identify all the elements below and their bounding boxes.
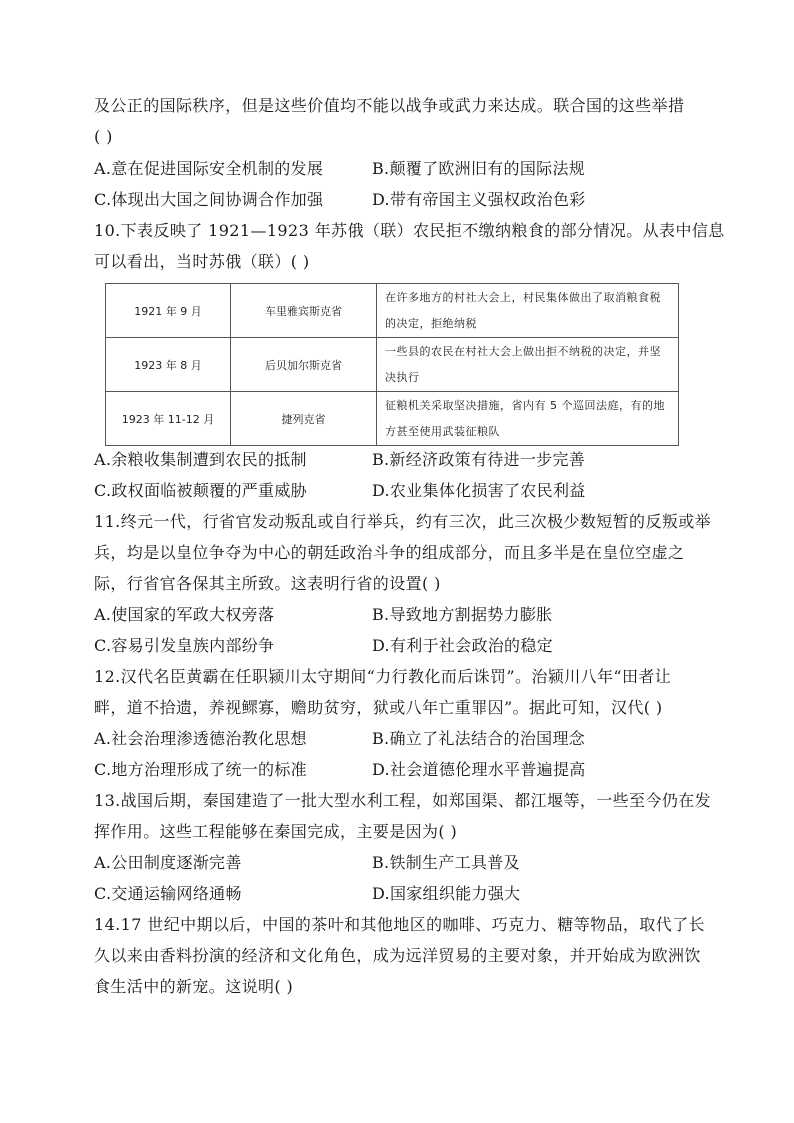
q12-option-b: B.确立了礼法结合的治国理念 [372,729,586,748]
q13-option-b: B.铁制生产工具普及 [372,853,520,872]
q13-option-c: C.交通运输网络通畅 [94,884,242,903]
q9-option-a: A.意在促进国际安全机制的发展 [94,159,324,178]
q12-stem-line1: 12.汉代名臣黄霸在任职颍川太守期间“力行教化而后诛罚”。治颍川八年“田者让 [94,667,672,686]
q10-option-c: C.政权面临被颠覆的严重威胁 [94,481,307,500]
q13-stem-line1: 13.战国后期，秦国建造了一批大型水利工程，如郑国渠、都江堰等，一些至今仍在发 [94,791,712,810]
q9-option-c: C.体现出大国之间协调合作加强 [94,190,324,209]
q14-stem-line2: 久以来由香料扮演的经济和文化角色，成为远洋贸易的主要对象，并开始成为欧洲饮 [94,946,701,965]
q11-option-a: A.使国家的军政大权旁落 [94,605,275,624]
q9-option-b: B.颠覆了欧洲旧有的国际法规 [372,159,586,178]
table-cell-place: 后贝加尔斯克省 [231,338,377,392]
table-cell-date: 1923 年 8 月 [106,338,231,392]
table-cell-event: 征粮机关采取坚决措施，省内有 5 个巡回法庭，有的地方甚至使用武装征粮队 [377,392,679,446]
q10-option-a: A.余粮收集制遭到农民的抵制 [94,450,307,469]
q9-stem-line1: 及公正的国际秩序，但是这些价值均不能以战争或武力来达成。联合国的这些举措 [94,96,685,115]
q10-stem-line2: 可以看出，当时苏俄（联）( ) [94,252,310,271]
table-row [106,284,679,338]
q12-option-c: C.地方治理形成了统一的标准 [94,760,307,779]
q11-option-b: B.导致地方割据势力膨胀 [372,605,553,624]
table-row [106,338,679,392]
q9-option-d: D.带有帝国主义强权政治色彩 [372,190,586,209]
q12-option-a: A.社会治理渗透德治教化思想 [94,729,307,748]
q11-stem-line2: 兵，均是以皇位争夺为中心的朝廷政治斗争的组成部分，而且多半是在皇位空虚之 [94,543,685,562]
q10-option-d: D.农业集体化损害了农民利益 [372,481,586,500]
q9-answer-blank: ( ) [94,127,113,146]
q13-option-d: D.国家组织能力强大 [372,884,521,903]
q11-stem-line1: 11.终元一代，行省官发动叛乱或自行举兵，约有三次，此三次极少数短暂的反叛或举 [94,512,712,531]
table-cell-date: 1921 年 9 月 [106,284,231,338]
q11-stem-line3: 际，行省官各保其主所致。这表明行省的设置( ) [94,574,441,593]
q14-stem-line1: 14.17 世纪中期以后，中国的茶叶和其他地区的咖啡、巧克力、糖等物品，取代了长 [94,915,705,934]
table-cell-place: 车里雅宾斯克省 [231,284,377,338]
q10-data-table [105,283,679,446]
q13-stem-line2: 挥作用。这些工程能够在秦国完成，主要是因为( ) [94,822,458,841]
q10-stem-line1: 10.下表反映了 1921—1923 年苏俄（联）农民拒不缴纳粮食的部分情况。从表中信息 [94,221,725,240]
table-cell-event: 在许多地方的村社大会上，村民集体做出了取消粮食税的决定，拒绝纳税 [377,284,679,338]
q11-option-c: C.容易引发皇族内部纷争 [94,636,275,655]
q12-option-d: D.社会道德伦理水平普遍提高 [372,760,586,779]
table-cell-event: 一些县的农民在村社大会上做出拒不纳税的决定，并坚决执行 [377,338,679,392]
q12-stem-line2: 畔，道不拾遗，养视鳏寡，赡助贫穷，狱或八年亡重罪囚”。据此可知，汉代( ) [94,698,663,717]
table-row [106,392,679,446]
q14-stem-line3: 食生活中的新宠。这说明( ) [94,977,294,996]
q11-option-d: D.有利于社会政治的稳定 [372,636,553,655]
q13-option-a: A.公田制度逐渐完善 [94,853,242,872]
q10-option-b: B.新经济政策有待进一步完善 [372,450,586,469]
table-cell-place: 捷列克省 [231,392,377,446]
table-cell-date: 1923 年 11-12 月 [106,392,231,446]
